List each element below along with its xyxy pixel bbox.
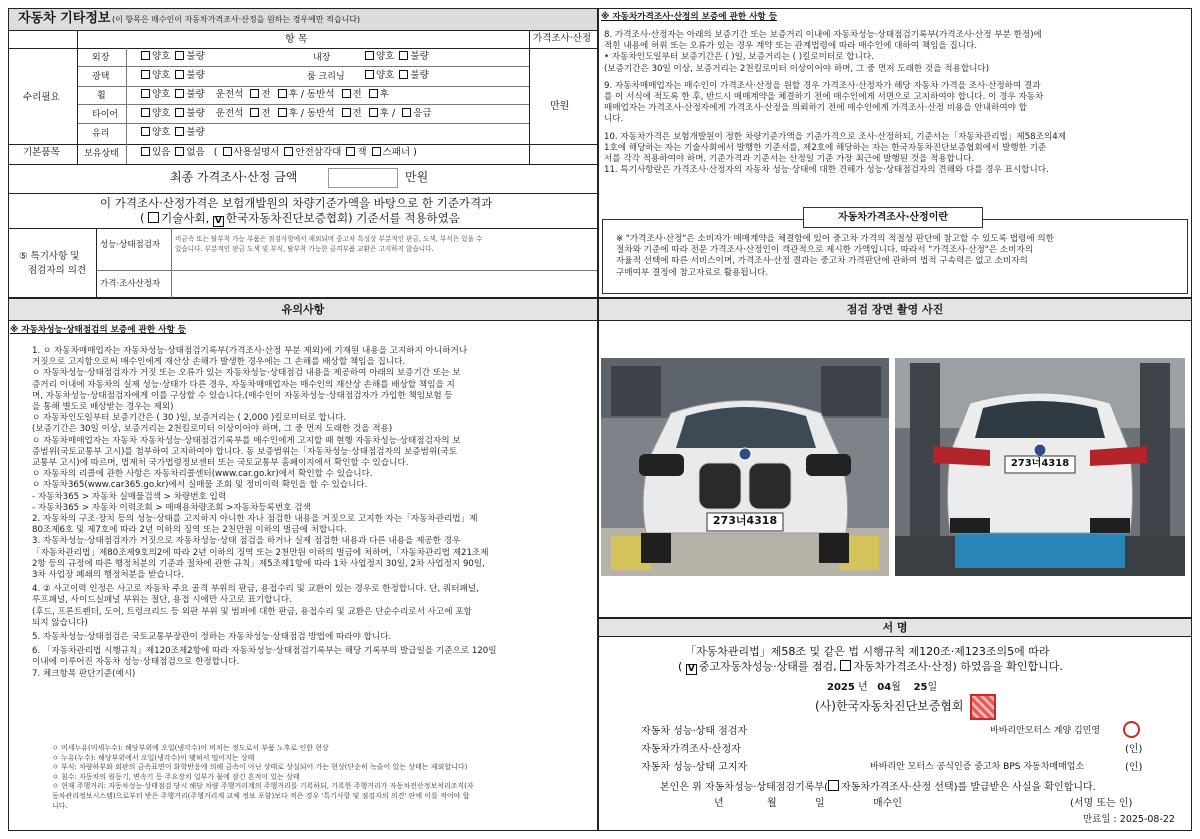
association-name: (사)한국자동차진단보증협회: [815, 699, 964, 713]
checkbox[interactable]: [250, 108, 259, 117]
basis-line-1: 이 가격조사·산정가격은 보험개발원의 차량기준가액을 바탕으로 한 기준가격과: [100, 196, 493, 210]
checkbox[interactable]: [278, 108, 287, 117]
association-seal: [970, 694, 996, 720]
notes-header: 유의사항: [9, 299, 597, 320]
repair-label: 수리필요: [23, 92, 60, 103]
inspector-note-1: 비금속 또는 탈부착 가능 부품은 점검사항에서 제외되며 중고차 특성상 부분적인 판금, 도색, 부식은 있을 수: [175, 235, 483, 243]
check-criteria-list: ㅇ 미세누유(미세누수): 해당부위에 오일(냉각수)이 비치는 정도로서 부품 노후로 인한 현상 ㅇ 누유(누수): 해당부위에서 오일(냉각수)이 맺혀서 떨어지는 상태 ㅇ 부식: 차량하부와 외판의 금속표면이 화학반응에 의해 금속이 아닌 상태로 상실되어 가는 현상(단순히 녹슬어 있는 상태는 제외합니다) ㅇ 침수: 자동차의 원동기, 변속기 등 주요장치 일부가 물에 잠긴 흔적이 있는 상태 ㅇ 현재 주행거리: 자동차성능·상태점검 당시 해당 차량 주행거리계의 주행거리를 기록하되, 기록한 주행거리가 자동차전산정보처리조직(자 동차관리정보시스템)으로부터 받은 주행거리(주행거리계 교체 정보 포함)보다 적은 경우 '특기사항 및 점검자의 의견' 란에 이를 적어야 합 니다.: [52, 744, 474, 810]
checkbox[interactable]: [148, 212, 159, 223]
checkbox[interactable]: [342, 108, 351, 117]
checkbox[interactable]: [175, 147, 184, 156]
signature-header: 서 명: [599, 619, 1191, 636]
role-notifier-value: 바바리안 모터스 공식인증 중고차 BPS 자동차매매업소: [870, 762, 1085, 772]
checkbox[interactable]: [372, 147, 381, 156]
checkbox[interactable]: [141, 147, 150, 156]
notes-subheading: ※ 자동차성능·상태점검의 보증에 관한 사항 등: [10, 325, 187, 335]
notes-body: 1. ㅇ 자동차매매업자는 자동차성능·상태점검기록부(가격조사·산정 부분 제외)에 기재된 내용을 고지하지 아니하거나 거짓으로 고지함으로써 매수인에게 재산상 손해가 발생한 경우에는 그 손해를 배상할 책임을 집니다. ㅇ 자동차성능·상태점검자가 거짓 또는 오류가 있는 자동차성능·상태점검 내용을 제공하여 아래의 보증기간 또는 보 증거리 이내에 자동차의 실제 성능·상태가 다른 경우, 자동차매매업자는 매수인의 재산상 손해를 배상할 책임을 지 며, 자동차성능·상태점검자에게 이를 구상할 수 있습니다.(매수인이 자동차성능·상태점검자가 가입한 책임보험 등 을 통해 별도로 배상받는 경우는 제외) ㅇ 자동차인도일부터 보증기간은 ( 30 )일, 보증거리는 ( 2,000 )킬로미터로 합니다. (보증기간은 30일 이상, 보증거리는 2천킬로미터 이상이어야 하며, 그 중 먼저 도래한 것을 적용) ㅇ 자동차매매업자는 자동차 자동차성능·상태점검기록부를 매수인에게 고지할 때 현행 자동차성능·상태점검자의 보 증범위(국토교통부 고시)를 첨부하여 고지하여야 합니다. 동 보증범위는「자동차성능·상태점검자의 보증범위(국토 교통부 고시)에 따르며, 법제처 국가법령정보센터 또는 국토교통부 홈페이지에서 확인할 수 있습니다. ㅇ 자동차의 리콜에 관한 사항은 자동차리콜센터(www.car.go.kr)에서 확인할 수 있습니다. ㅇ 자동차365(www.car365.go.kr)에서 실매물 조회 및 정비이력 확인을 할 수 있습니다. - 자동차365 > 자동차 실매물검색 > 차량번호 입력 - 자동차365 > 자동차 이력조회 > 매매용차량조회 >자동차등록번호 검색 2. 자동차의 구조·장치 등의 성능·상태를 고지하지 아니한 자나 점검한 내용을 거짓으로 고지한 자는「자동차관리법」제 80조제6호 및 제7호에 따라 2년 이하의 징역 또는 2천만원 이하의 벌금에 처합니다. 3. 자동차성능·상태점검자가 거짓으로 자동차성능·상태 점검을 하거나 실제 점검한 내용과 다른 내용을 제공한 경우 「자동차관리법」제80조제9호의2에 따라 2년 이하의 징역 또는 2천만원 이하의 벌금에 처하며,「자동차관리법 제21조제 2항 등의 규정에 따른 행정처분의 기준과 절차에 관한 규칙」제5조제1항에 따라 1차 사업정지 30일, 2차 사업정지 90일, 3차 사업장 폐쇄의 행정처분을 받습니다. 4. ② 사고이력 인정은 사고로 자동차 주요 골격 부위의 판금, 용접수리 및 교환이 있는 경우로 한정합니다. 단, 쿼터패널, 루프패널, 사이드실패널 부위는 절단, 용접 시에만 사고로 표기합니다. (후드, 프론트펜더, 도어, 트렁크리드 등 외판 부위 및 범퍼에 대한 판금, 용접수리 및 교환은 단순수리로서 사고에 포함 되지 않습니다) 5. 자동차성능·상태점검은 국토교통부장관이 정하는 자동차성능·상태점검 방법에 따라야 합니다. 6. 「자동차관리법 시행규칙」제120조제2항에 따라 자동차성능·상태점검기록부는 해당 기록부의 발급일을 기준으로 120일 이내에 이루어진 자동차 성능·상태점검으로 한정합니다. 7. 체크항목 판단기준(예시): [32, 346, 497, 679]
final-price-input[interactable]: [328, 168, 398, 188]
price-manwon: 만원: [550, 101, 570, 112]
checkbox[interactable]: [141, 70, 150, 79]
final-price-unit: 만원: [405, 170, 429, 184]
checkbox[interactable]: [402, 108, 411, 117]
role-inspector-label: 자동차 성능·상태 점검자: [641, 726, 748, 737]
buyer-label: 매수인: [873, 798, 902, 809]
rear-car-photo: [895, 358, 1185, 576]
row-label-room-cleaning: 룸 크리닝: [307, 72, 345, 82]
price-guarantee-heading: ※ 자동차가격조사·산정의 보증에 관한 사항 등: [601, 12, 778, 22]
special-notes-label-1: ⑤ 특기사항 및: [19, 251, 80, 262]
checkbox-checked[interactable]: V: [686, 664, 697, 675]
inspector-seal: [1123, 721, 1140, 738]
inspector-note-2: 있습니다. 부분적인 판금 도색 및 부식, 탈부착 가능한 골격부품 교환은 고지하지 않습니다.: [175, 245, 434, 253]
final-price-label: 최종 가격조사·산정 금액: [170, 170, 298, 184]
receipt-statement: 본인은 위 자동차성능·상태점검기록부( 자동차가격조사·산정 선택)를 발급받은 사실을 확인합니다.: [660, 782, 1096, 793]
checkbox[interactable]: [141, 127, 150, 136]
buyer-sign-field[interactable]: (서명 또는 인): [1070, 798, 1133, 809]
checkbox[interactable]: [223, 147, 232, 156]
room-cleaning-options: 양호 불량: [365, 70, 429, 82]
checkbox[interactable]: [369, 108, 378, 117]
role-notifier-label: 자동차 성능·상태 고지자: [641, 762, 748, 773]
expiry-date: 만료일 : 2025-08-22: [1083, 814, 1175, 825]
checkbox[interactable]: [141, 108, 150, 117]
row-label-interior: 내장: [313, 53, 331, 63]
checkbox-checked[interactable]: V: [213, 216, 224, 227]
checkbox[interactable]: [365, 51, 374, 60]
role-appraiser-seal: (인): [1125, 744, 1143, 755]
role-inspector-value: 바바리안모터스 계양 김민영: [990, 726, 1101, 736]
price-definition-text: ※ "가격조사·산정"은 소비자가 매매계약을 체결함에 있어 중고차 가격의 적절성 판단에 참고할 수 있도록 법령에 의한 절차와 기준에 따라 전문 가격조사·산정인이 객관적으로 제시한 가액입니다. 따라서 "가격조사·산정"은 소비자의 자율적 선택에 따른 서비스이며, 가격조사·산정 결과는 중고차 가격판단에 관하여 법적 구속력은 없고 소비자의 구매여부 결정에 참고자료로 활용됩니다.: [616, 234, 1054, 278]
basic-items-label: 기본품목: [23, 147, 60, 158]
glass-options: 양호 불량: [141, 127, 205, 139]
receipt-day: 일: [815, 798, 825, 809]
row-label-exterior: 외장: [92, 53, 110, 63]
signature-date: 2025 년 04월 25일: [827, 682, 938, 693]
role-notifier-seal: (인): [1125, 762, 1143, 773]
checkbox[interactable]: [828, 780, 839, 791]
possession-options: 있음 없음 ( 사용설명서 안전삼각대 잭 스패너 ): [141, 147, 417, 159]
special-notes-label-2: 점검자의 의견: [28, 265, 87, 276]
front-car-illustration: [601, 358, 889, 576]
photo-header: 점검 장면 촬영 사진: [599, 299, 1191, 320]
front-license-plate: 273너4318: [712, 514, 778, 527]
checkbox[interactable]: [369, 89, 378, 98]
tire-options: 양호 불량 운전석 전 후 / 동반석 전 후 / 응급: [141, 108, 432, 120]
checkbox[interactable]: [175, 70, 184, 79]
checkbox[interactable]: [250, 89, 259, 98]
checkbox[interactable]: [175, 127, 184, 136]
receipt-month: 월: [767, 798, 777, 809]
signature-statement-2: ( V 중고자동차성능·상태를 점검, 자동차가격조사·산정) 하였음을 확인합니다.: [678, 660, 1063, 674]
interior-options: 양호 불량: [365, 51, 429, 63]
checkbox[interactable]: [840, 660, 851, 671]
checkbox[interactable]: [342, 89, 351, 98]
column-header-item: 항 목: [285, 34, 308, 45]
checkbox[interactable]: [365, 70, 374, 79]
checkbox[interactable]: [278, 89, 287, 98]
checkbox[interactable]: [175, 51, 184, 60]
checkbox[interactable]: [399, 70, 408, 79]
price-guarantee-items: 8. 가격조사·산정자는 아래의 보증기간 또는 보증거리 이내에 자동차성능·상태점검기록부(가격조사·산정 부분 한정)에 적힌 내용에 허위 또는 오류가 있는 경우 계약 또는 관계법령에 따라 매수인에 대하여 책임을 집니다. • 자동차인도일부터 보증기간은 ( )일, 보증거리는 ( )킬로미터로 합니다. (보증기간은 30일 이상, 보증거리는 2천킬로미터 이상이어야 하며, 그 중 먼저 도래한 것을 적용합니다) 9. 자동차매매업자는 매수인이 가격조사·산정을 원할 경우 가격조사·산정자가 해당 자동차 가격을 조사·산정하여 결과 를 이 서식에 적도록 한 후, 반드시 매매계약을 체결하기 전에 매수인에게 서면으로 고지하여야 합니다. 이 경우 자동차 매매업자는 가격조사·산정자에게 가격조사·산정을 의뢰하기 전에 매수인에게 가격조사·산정 비용을 안내하여야 합 니다. 10. 자동차가격은 보험개발원이 정한 차량기준가액을 기준가격으로 조사·산정하되, 기준서는「자동차관리법」제58조의4제 1호에 해당하는 자는 기술사회에서 발행한 기준서를, 제2호에 해당하는 자는 한국자동차진단보증협회에서 발행한 기준 서를 각각 적용하여야 하며, 기준가격과 기준서는 산정일 기준 가장 최근에 발행된 것을 적용합니다. 11. 특기사항란은 가격조사·산정자의 자동차 성능·상태에 대한 견해가 성능·상태점검자의 견해와 다를 경우 표시합니다.: [604, 30, 1067, 176]
row-label-wheel: 휠: [97, 91, 106, 101]
checkbox[interactable]: [175, 108, 184, 117]
row-label-tire: 타이어: [92, 110, 119, 120]
row-label-gloss: 광택: [92, 72, 110, 82]
row-label-glass: 유리: [92, 129, 110, 139]
receipt-year: 년: [714, 798, 724, 809]
checkbox[interactable]: [399, 51, 408, 60]
exterior-options: 양호 불량: [141, 51, 205, 63]
role-appraiser-label: 자동차가격조사·산정자: [641, 744, 741, 755]
inspector-label: 성능·상태점검자: [100, 240, 161, 250]
basis-line-2: ( 기술사회, V 한국자동차진단보증협회) 기준서를 적용하였음: [140, 211, 460, 226]
row-label-possession: 보유상태: [84, 149, 119, 159]
rear-license-plate: 273너4318: [1010, 458, 1070, 469]
checkbox[interactable]: [175, 89, 184, 98]
section-title: 자동차 기타정보: [18, 11, 111, 26]
gloss-options: 양호 불량: [141, 70, 205, 82]
column-header-price: 가격조사·산정: [533, 33, 592, 44]
signature-statement-1: 「자동차관리법」제58조 및 같은 법 시행규칙 제120조·제123조의5에 따라: [685, 645, 1050, 658]
section-title-note: (이 항목은 매수인이 자동차가격조사·산정을 원하는 경우에만 적습니다): [112, 15, 361, 24]
price-definition-title: 자동차가격조사·산정이란: [803, 207, 983, 228]
wheel-options: 양호 불량 운전석 전 후 / 동반석 전 후: [141, 89, 389, 101]
appraiser-label: 가격·조사산정자: [100, 279, 161, 289]
checkbox[interactable]: [141, 89, 150, 98]
checkbox[interactable]: [141, 51, 150, 60]
front-car-photo: [601, 358, 889, 576]
checkbox[interactable]: [346, 147, 355, 156]
checkbox[interactable]: [284, 147, 293, 156]
